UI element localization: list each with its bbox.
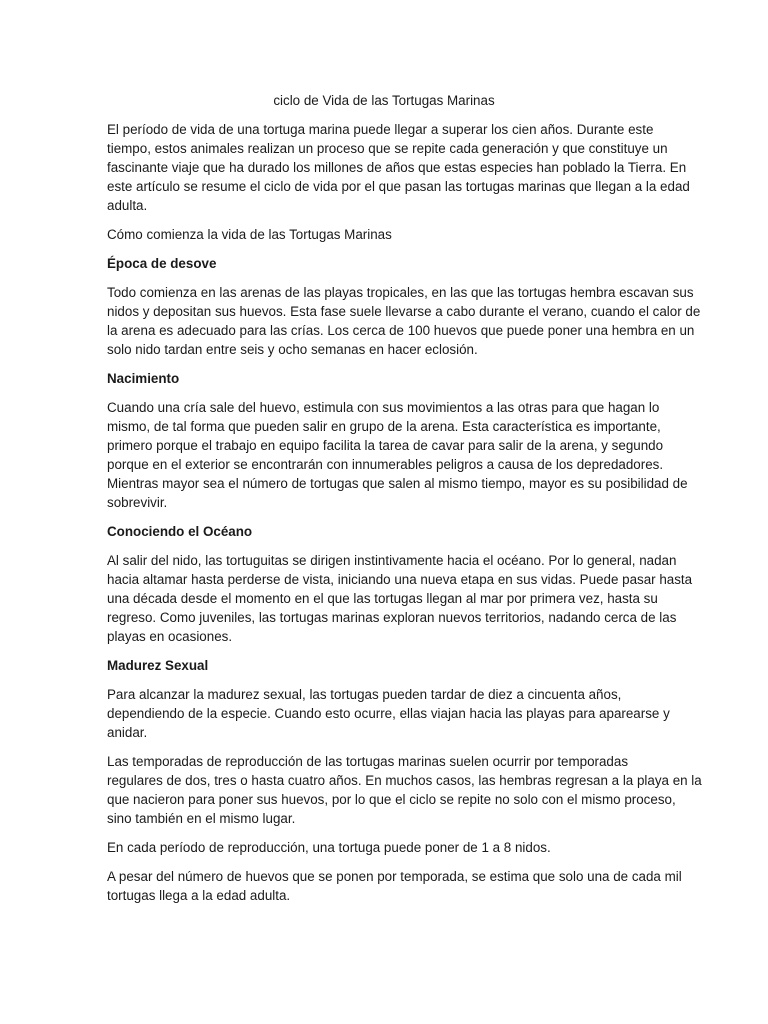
paragraph-line: que nacieron para poner sus huevos, por lo que el ciclo se repite no solo con el mismo proceso, [107,792,676,807]
paragraph-line: solo nido tardan entre seis y ocho semanas en hacer eclosión. [107,342,478,357]
paragraph-line: regulares de dos, tres o hasta cuatro años. En muchos casos, las hembras regresan a la playa en la [107,773,702,788]
section-heading: Conociendo el Océano [107,524,253,539]
paragraph-line: este artículo se resume el ciclo de vida por el que pasan las tortugas marinas que llegan a la edad [107,179,690,194]
paragraph-line: En cada período de reproducción, una tortuga puede poner de 1 a 8 nidos. [107,840,551,855]
document-title: ciclo de Vida de las Tortugas Marinas [273,93,495,108]
paragraph [107,551,693,646]
paragraph-line: sino también en el mismo lugar. [107,811,296,826]
paragraph-line: El período de vida de una tortuga marina puede llegar a superar los cien años. Durante este [107,122,654,137]
paragraph-line: mismo, de tal forma que pueden salir en grupo de la arena. Esta característica es importante, [107,419,661,434]
paragraph [107,838,663,857]
paragraph-line: fascinante viaje que ha durado los millones de años que estas especies han poblado la Tierra. En [107,160,687,175]
paragraph-line: Para alcanzar la madurez sexual, las tortugas pueden tardar de diez a cincuenta años, [107,687,622,702]
paragraph-line: sobrevivir. [107,495,168,510]
paragraph-line: nidos y depositan sus huevos. Esta fase suele llevarse a cabo durante el verano, cuando el calor de [107,304,701,319]
paragraph-line: playas en ocasiones. [107,629,233,644]
paragraph-line: regreso. Como juveniles, las tortugas marinas exploran nuevos territorios, nadando cerca de las [107,610,677,625]
paragraph-line: primero porque el trabajo en equipo facilita la tarea de cavar para salir de la arena, y segundo [107,438,664,453]
paragraph [107,398,688,512]
section-heading: Madurez Sexual [107,658,209,673]
paragraph-line: tortugas llega a la edad adulta. [107,888,291,903]
paragraph [107,752,702,828]
paragraph [107,867,682,905]
section-heading: Cómo comienza la vida de las Tortugas Marinas [107,227,392,242]
paragraph-line: Al salir del nido, las tortuguitas se dirigen instintivamente hacia el océano. Por lo general, nadan [107,553,677,568]
paragraph-line: tiempo, estos animales realizan un proceso que se repite cada generación y que constituye un [107,141,668,156]
paragraph-line: dependiendo de la especie. Cuando esto ocurre, ellas viajan hacia las playas para aparearse y [107,706,670,721]
section-heading: Nacimiento [107,371,180,386]
paragraph-line: porque en el exterior se encontrarán con innumerables peligros a causa de los depredadores. [107,457,664,472]
paragraph [107,685,670,742]
paragraph-line: A pesar del número de huevos que se ponen por temporada, se estima que solo una de cada mil [107,869,682,884]
paragraph-line: Mientras mayor sea el número de tortugas que salen al mismo tiempo, mayor es su posibilidad de [107,476,688,491]
section-heading: Época de desove [107,256,217,271]
paragraph-line: la arena es adecuado para las crías. Los cerca de 100 huevos que puede poner una hembra en un [107,323,695,338]
paragraph-line: Cuando una cría sale del huevo, estimula con sus movimientos a las otras para que hagan lo [107,400,660,415]
paragraph-line: una década desde el momento en el que las tortugas llegan al mar por primera vez, hasta su [107,591,658,606]
paragraph-line: Las temporadas de reproducción de las tortugas marinas suelen ocurrir por temporadas [107,754,629,769]
paragraph-line: hacia altamar hasta perderse de vista, iniciando una nueva etapa en sus vidas. Puede pasar hasta [107,572,693,587]
document-body [107,120,702,915]
paragraph-line: anidar. [107,725,148,740]
paragraph [107,283,701,359]
paragraph [107,120,690,215]
paragraph-line: adulta. [107,198,148,213]
paragraph-line: Todo comienza en las arenas de las playas tropicales, en las que las tortugas hembra escavan sus [107,285,694,300]
